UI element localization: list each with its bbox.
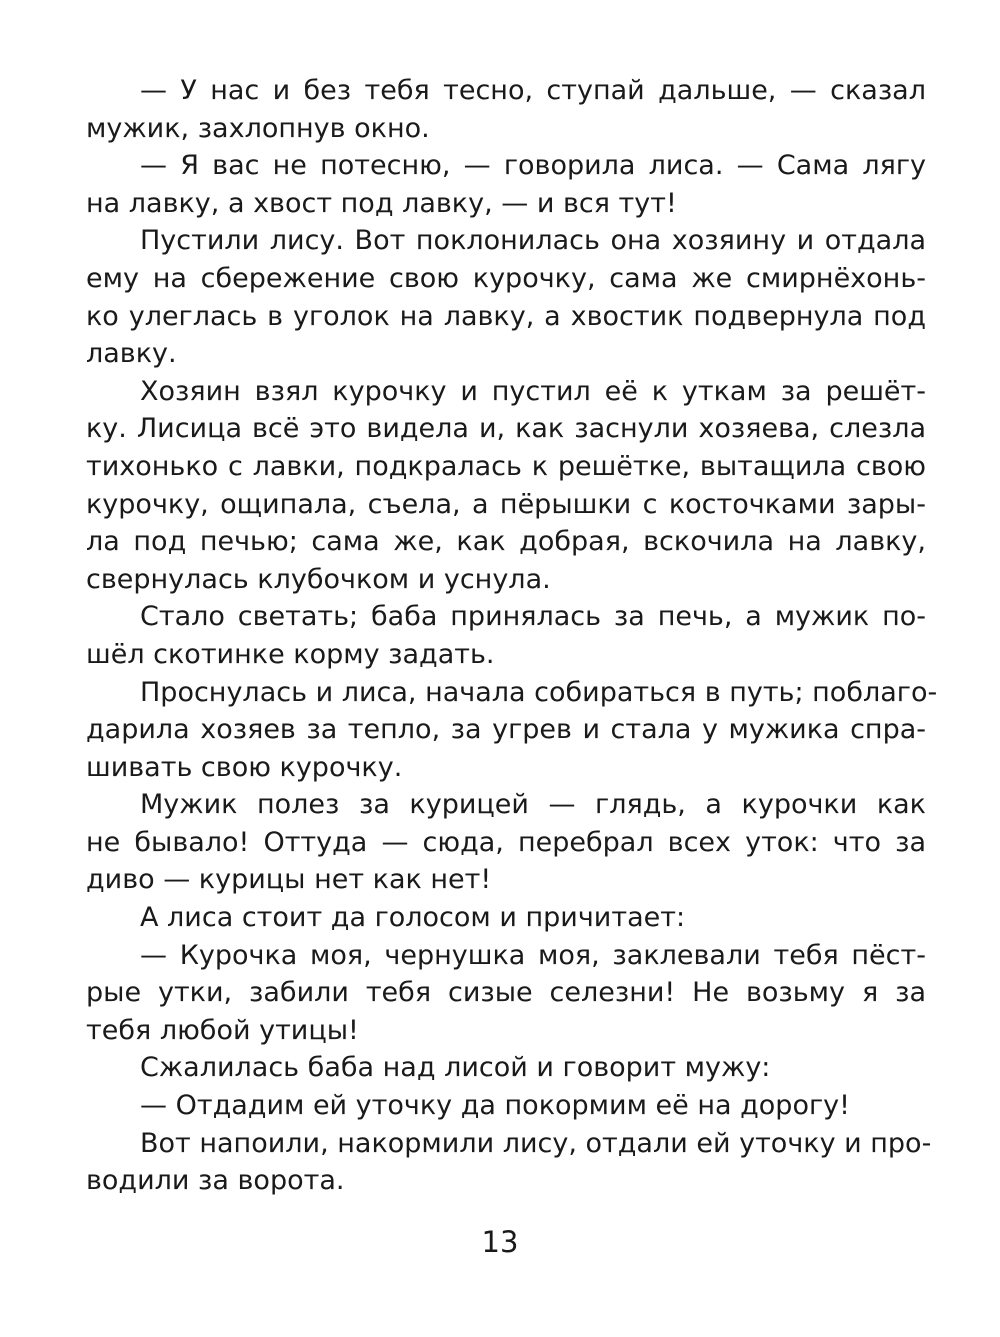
text-line: А лиса стоит да голосом и причитает:	[140, 902, 686, 934]
text-line: ку. Лисица всё это видела и, как заснули хозяева, слезла	[86, 413, 926, 445]
text-line: шёл скотинке корму задать.	[86, 638, 495, 670]
text-line: — У нас и без тебя тесно, ступай дальше, — сказал	[140, 75, 926, 106]
text-line: — Отдадим ей уточку да покормим её на дорогу!	[140, 1090, 850, 1122]
text-line: водили за ворота.	[86, 1165, 345, 1197]
text-line: на лавку, а хвост под лавку, — и вся тут!	[86, 187, 677, 219]
text-line: Сжалилась баба над лисой и говорит мужу:	[140, 1052, 771, 1084]
page-number: 13	[481, 1225, 519, 1259]
text-line: тебя любой утицы!	[86, 1014, 359, 1046]
text-line: ла под печью; сама же, как добрая, вскочила на лавку,	[86, 526, 926, 558]
text-line: тихонько с лавки, подкралась к решётке, вытащила свою	[86, 450, 926, 482]
text-line: Проснулась и лиса, начала собираться в путь; поблаго-	[140, 676, 938, 708]
text-line: Пустили лису. Вот поклонилась она хозяину и отдала	[140, 225, 926, 257]
text-line: не бывало! Оттуда — сюда, перебрал всех уток: что за	[86, 826, 926, 858]
story-text	[86, 72, 938, 1200]
text-line: Мужик полез за курицей — глядь, а курочки как	[140, 789, 926, 821]
text-line: Стало светать; баба принялась за печь, а мужик по-	[140, 601, 926, 633]
text-line: — Курочка моя, чернушка моя, заклевали тебя пёст-	[140, 939, 926, 971]
text-line: диво — курицы нет как нет!	[86, 864, 492, 896]
text-line: дарила хозяев за тепло, за угрев и стала у мужика спра-	[86, 714, 926, 746]
text-line: мужик, захлопнув окно.	[86, 112, 430, 144]
text-line: лавку.	[86, 338, 177, 370]
text-line: рые утки, забили тебя сизые селезни! Не возьму я за	[86, 977, 926, 1009]
text-line: Вот напоили, накормили лису, отдали ей уточку и про-	[140, 1127, 932, 1159]
text-line: — Я вас не потесню, — говорила лиса. — Сама лягу	[140, 150, 926, 182]
text-line: Хозяин взял курочку и пустил её к уткам за решёт-	[140, 375, 926, 407]
text-line: ко улеглась в уголок на лавку, а хвостик подвернула под	[86, 300, 926, 332]
text-line: ему на сбережение свою курочку, сама же смирнёхонь-	[86, 262, 926, 294]
text-line: шивать свою курочку.	[86, 751, 403, 783]
text-line: свернулась клубочком и уснула.	[86, 563, 551, 595]
text-line: курочку, ощипала, съела, а пёрышки с косточками зары-	[86, 488, 926, 520]
